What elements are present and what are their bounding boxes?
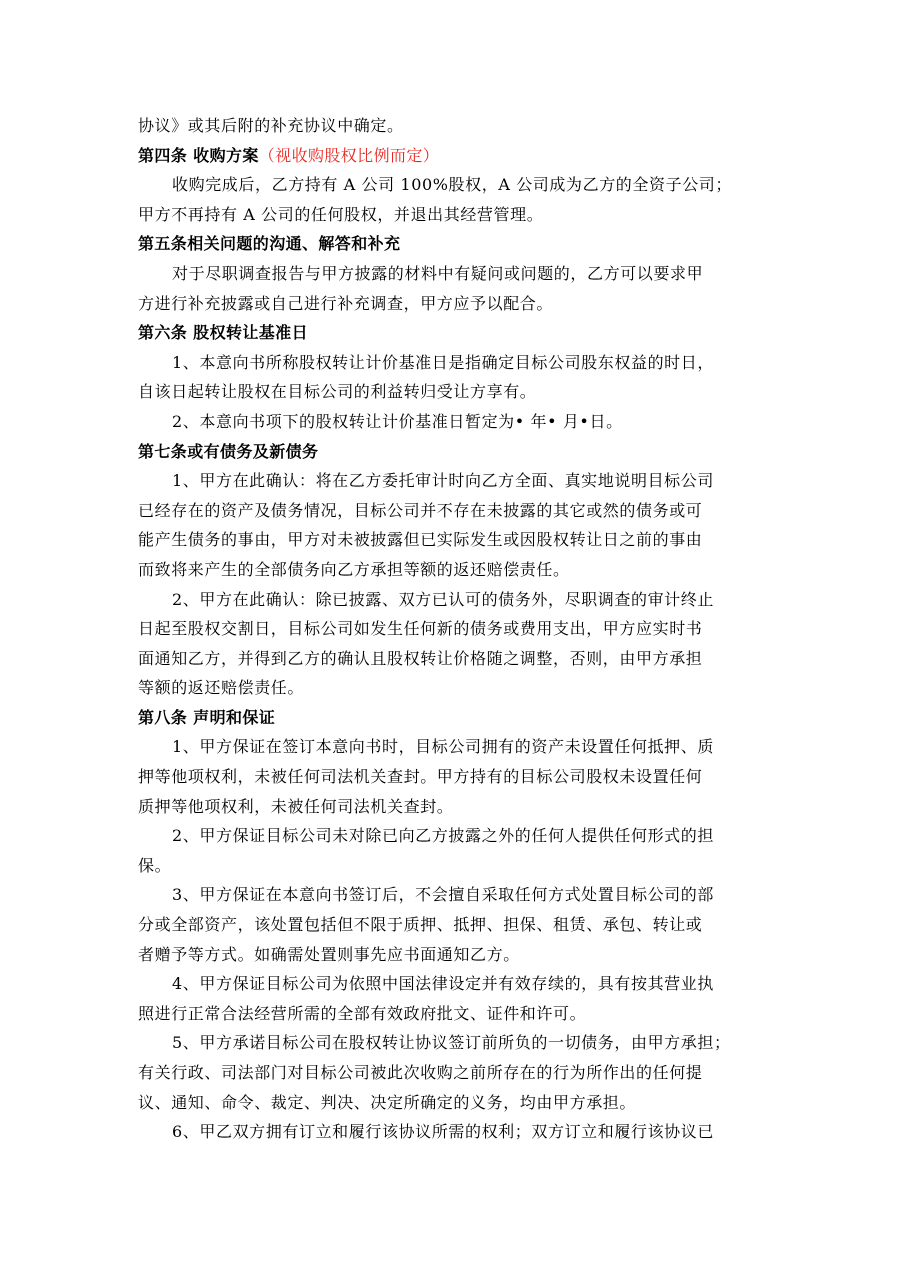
body-line: 押等他项权利，未被任何司法机关查封。甲方持有的目标公司股权未设置任何: [138, 767, 703, 787]
section-note: （视收购股权比例而定）: [258, 145, 440, 165]
body-line: 自该日起转让股权在目标公司的利益转归受让方享有。: [138, 382, 537, 402]
body-line: 而致将来产生的全部债务向乙方承担等额的返还赔偿责任。: [138, 559, 570, 579]
body-line: 1、甲方在此确认：将在乙方委托审计时向乙方全面、真实地说明目标公司: [172, 471, 714, 491]
body-line: 方进行补充披露或自己进行补充调查，甲方应予以配合。: [138, 293, 554, 313]
section-heading: 第六条 股权转让基准日: [138, 323, 308, 343]
section-heading: 第五条相关问题的沟通、解答和补充: [138, 234, 401, 254]
body-line: 照进行正常合法经营所需的全部有效政府批文、证件和许可。: [138, 1003, 587, 1023]
section-heading: 第八条 声明和保证: [138, 707, 276, 727]
section-heading-text: 第四条 收购方案: [138, 145, 259, 165]
body-line: 协议》或其后附的补充协议中确定。: [138, 116, 404, 135]
body-line: 对于尽职调查报告与甲方披露的材料中有疑问或问题的，乙方可以要求甲: [172, 263, 704, 283]
body-line: 分或全部资产，该处置包括但不限于质押、抵押、担保、租赁、承包、转让或: [138, 915, 703, 935]
body-line: 收购完成后，乙方持有 A 公司 100%股权，A 公司成为乙方的全资子公司；: [172, 175, 732, 195]
body-line: 4、甲方保证目标公司为依照中国法律设定并有效存续的，具有按其营业执: [172, 974, 714, 994]
body-line: 5、甲方承诺目标公司在股权转让协议签订前所负的一切债务，由甲方承担；: [172, 1033, 731, 1053]
body-line: 6、甲乙双方拥有订立和履行该协议所需的权利；双方订立和履行该协议已: [172, 1122, 714, 1142]
body-line: 已经存在的资产及债务情况，目标公司并不存在未披露的其它或然的债务或可: [138, 500, 703, 520]
section-heading: 第七条或有债务及新债务: [138, 441, 319, 461]
body-line: 2、甲方在此确认：除已披露、双方已认可的债务外，尽职调查的审计终止: [172, 589, 714, 609]
body-line: 等额的返还赔偿责任。: [138, 678, 305, 698]
body-line: 有关行政、司法部门对目标公司被此次收购之前所存在的行为所作出的任何提: [138, 1063, 703, 1082]
body-line: 1、本意向书所称股权转让计价基准日是指确定目标公司股东权益的时日，: [172, 352, 714, 372]
body-line: 2、本意向书项下的股权转让计价基准日暂定为• 年• 月•日。: [172, 411, 623, 431]
body-line: 日起至股权交割日，目标公司如发生任何新的债务或费用支出，甲方应实时书: [138, 619, 703, 639]
body-line: 3、甲方保证在本意向书签订后，不会擅自采取任何方式处置目标公司的部: [172, 885, 714, 905]
body-line: 能产生债务的事由，甲方对未被披露但已实际发生或因股权转让日之前的事由: [138, 530, 703, 550]
body-line: 保。: [138, 855, 172, 875]
section-heading: [138, 143, 778, 168]
body-line: 甲方不再持有 A 公司的任何股权，并退出其经营管理。: [138, 204, 544, 224]
body-line: 质押等他项权利，未被任何司法机关查封。: [138, 796, 454, 816]
body-line: 议、通知、命令、裁定、判决、决定所确定的义务，均由甲方承担。: [138, 1092, 637, 1112]
document-page: [138, 113, 778, 1149]
body-line: 2、甲方保证目标公司未对除已向乙方披露之外的任何人提供任何形式的担: [172, 826, 714, 846]
body-line: 面通知乙方，并得到乙方的确认且股权转让价格随之调整，否则，由甲方承担: [138, 648, 703, 668]
body-line: 者赠予等方式。如确需处置则事先应书面通知乙方。: [138, 944, 520, 964]
body-line: 1、甲方保证在签订本意向书时，目标公司拥有的资产未设置任何抵押、质: [172, 737, 714, 757]
